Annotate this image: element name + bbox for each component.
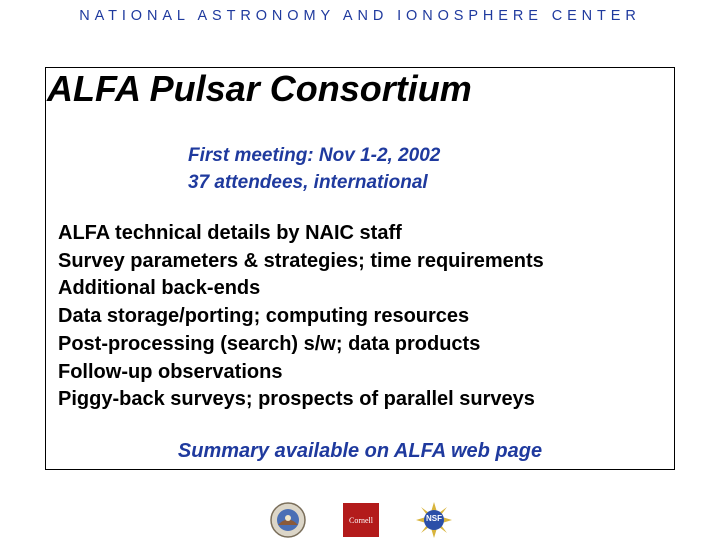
meeting-info bbox=[188, 142, 440, 196]
topic-item: Piggy-back surveys; prospects of parallel surveys bbox=[58, 388, 535, 411]
summary-note: Summary available on ALFA web page bbox=[177, 440, 543, 462]
nsf-logo-label: NSF bbox=[426, 514, 442, 523]
topic-item: Follow-up observations bbox=[58, 360, 283, 383]
topic-item: Survey parameters & strategies; time requirements bbox=[58, 249, 544, 272]
meeting-attendees: 37 attendees, international bbox=[188, 172, 428, 193]
naic-logo bbox=[269, 501, 307, 539]
cornell-logo-label: Cornell bbox=[343, 503, 379, 537]
topic-list bbox=[58, 220, 544, 414]
topic-item: Post-processing (search) s/w; data products bbox=[58, 332, 481, 355]
slide-title: ALFA Pulsar Consortium bbox=[47, 68, 472, 109]
organization-header: NATIONAL ASTRONOMY AND IONOSPHERE CENTER bbox=[79, 8, 641, 24]
nsf-logo bbox=[415, 501, 453, 539]
cornell-logo bbox=[343, 501, 381, 539]
topic-item: Additional back-ends bbox=[58, 277, 261, 300]
topic-item: ALFA technical details by NAIC staff bbox=[58, 222, 402, 244]
meeting-date: First meeting: Nov 1-2, 2002 bbox=[188, 145, 441, 166]
topic-item: Data storage/porting; computing resources bbox=[58, 305, 470, 328]
